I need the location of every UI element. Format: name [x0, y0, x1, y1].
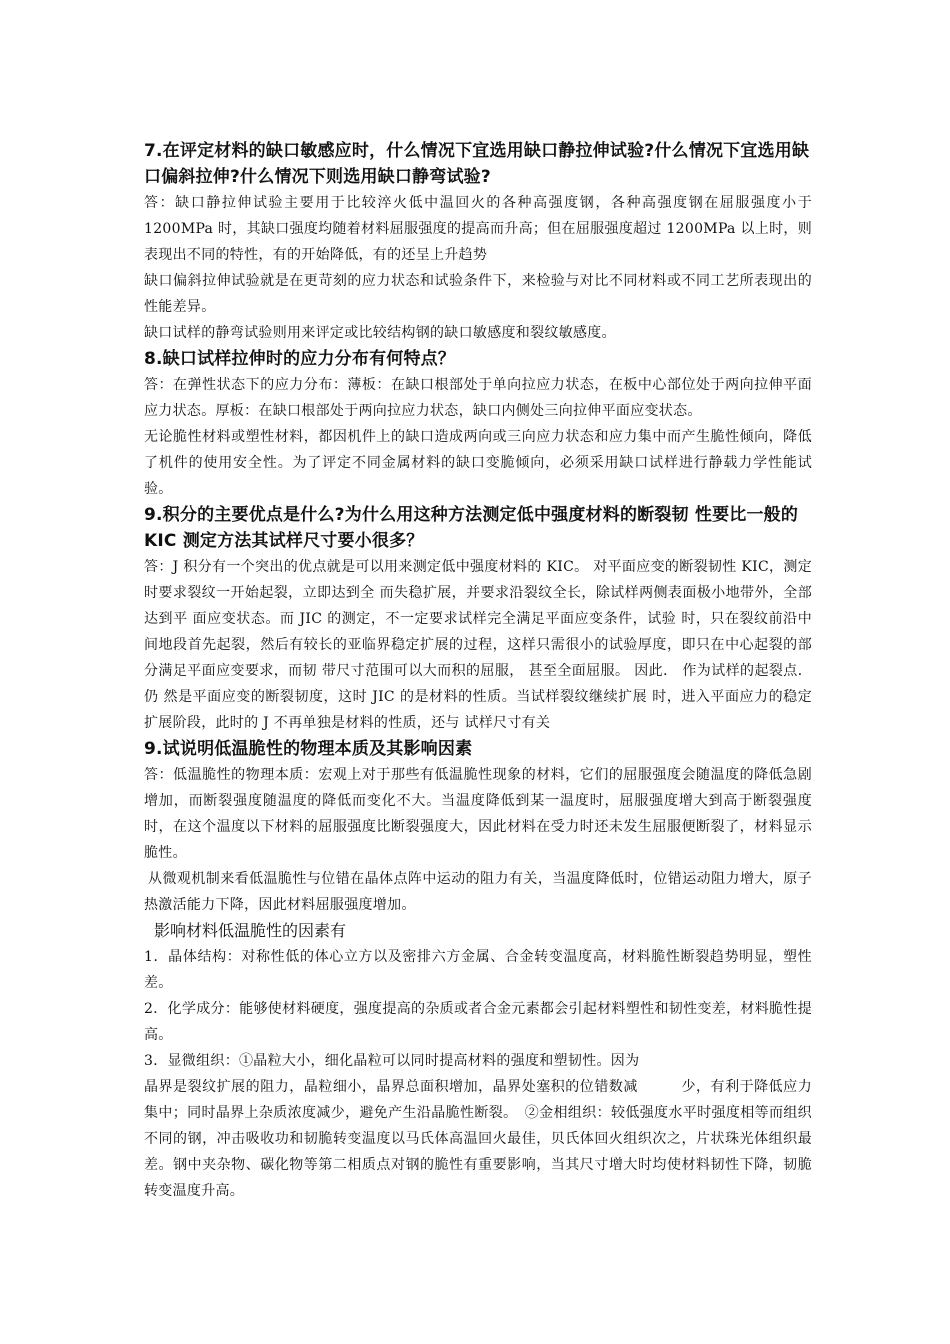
factors-heading: 影响材料低温脆性的因素有 [154, 921, 347, 940]
factor-3-continued: 晶界是裂纹扩展的阻力，晶粒细小，晶界总面积增加，晶界处塞积的位错数减 少，有利于降低应力集中；同时晶界上杂质浓度减少，避免产生沿晶脆性断裂。 ②金相组织：较低强度水平时强度相等而组织不同的钢，冲击吸收功和韧脆转变温度以马氏体高温回火最佳，贝氏体回火组织次之，片状珠光体组织最差。钢中夹杂物、碳化物等第二相质点对钢的脆性有重要影响，当其尺寸增大时均使材料韧性下降，韧脆转变温度升高。 [144, 1079, 812, 1199]
question-9a-answer-para-1: 答：J 积分有一个突出的优点就是可以用来测定低中强度材料的 KIC。 对平面应变的断裂韧性 KIC，测定时要求裂纹一开始起裂，立即达到全 而失稳扩展，并要求沿裂纹全长，除试样两侧表面极小地带外，全部达到平 面应变状态。而 JIC 的测定，不一定要求试样完全满足平面应变条件，试验 时，只在裂纹前沿中间地段首先起裂，然后有较长的亚临界稳定扩展的过程，这样只需很小的试验厚度，即只在中心起裂的部分满足平面应变要求，而韧 带尺寸范围可以大而积的屈服， 甚至全面屈服。 因此． 作为试样的起裂点． 仍 然是平面应变的断裂韧度，这时 JIC 的是材料的性质。当试样裂纹继续扩展 时，进入平面应力的稳定扩展阶段，此时的 J 不再单独是材料的性质，还与 试样尺寸有关 [144, 559, 812, 731]
question-7-answer-para-1: 答：缺口静拉伸试验主要用于比较淬火低中温回火的各种高强度钢，各种高强度钢在屈服强度小于 1200MPa 时，其缺口强度均随着材料屈服强度的提高而升高；但在屈服强度超过 1200MPa 以上时，则表现出不同的特性，有的开始降低，有的还呈上升趋势 [144, 195, 812, 263]
question-7-answer-para-2: 缺口偏斜拉伸试验就是在更苛刻的应力状态和试验条件下，来检验与对比不同材料或不同工艺所表现出的性能差异。 [144, 273, 812, 315]
question-8-answer-para-2: 无论脆性材料或塑性材料，都因机件上的缺口造成两向或三向应力状态和应力集中而产生脆性倾向，降低了机件的使用安全性。为了评定不同金属材料的缺口变脆倾向，必须采用缺口试样进行静载力学性能试验。 [144, 429, 812, 497]
question-9-j-integral [144, 502, 812, 736]
question-7-answer-para-3: 缺口试样的静弯试验则用来评定或比较结构钢的缺口敏感度和裂纹敏感度。 [144, 325, 616, 341]
question-9b-answer-para-1: 答：低温脆性的物理本质：宏观上对于那些有低温脆性现象的材料，它们的屈服强度会随温度的降低急剧增加，而断裂强度随温度的降低而变化不大。当温度降低到某一温度时，屈服强度增大到高于断裂强度时，在这个温度以下材料的屈服强度比断裂强度大，因此材料在受力时还未发生屈服便断裂了，材料显示脆性。 [144, 767, 812, 861]
question-9b-answer-para-2: 从微观机制来看低温脆性与位错在晶体点阵中运动的阻力有关，当温度降低时，位错运动阻力增大，原子热激活能力下降，因此材料屈服强度增加。 [144, 871, 812, 913]
question-7 [144, 138, 812, 346]
question-9-low-temp-brittleness [144, 736, 812, 1204]
factor-3: 3．显微组织：①晶粒大小，细化晶粒可以同时提高材料的强度和塑韧性。因为 [144, 1053, 640, 1069]
question-7-title: 7.在评定材料的缺口敏感应时，什么情况下宜选用缺口静拉伸试验?什么情况下宜选用缺口偏斜拉伸?什么情况下则选用缺口静弯试验? [144, 141, 810, 187]
factor-1: 1．晶体结构：对称性低的体心立方以及密排六方金属、合金转变温度高，材料脆性断裂趋势明显，塑性差。 [144, 949, 812, 991]
factor-2: 2．化学成分：能够使材料硬度，强度提高的杂质或者合金元素都会引起材料塑性和韧性变差，材料脆性提高。 [144, 1001, 812, 1043]
question-8 [144, 346, 812, 502]
question-9a-title: 9.积分的主要优点是什么?为什么用这种方法测定低中强度材料的断裂韧 性要比一般的 KIC 测定方法其试样尺寸要小很多？ [144, 505, 799, 551]
question-9b-title: 9.试说明低温脆性的物理本质及其影响因素 [144, 739, 473, 759]
question-8-title: 8.缺口试样拉伸时的应力分布有何特点？ [144, 349, 456, 369]
document-page [144, 138, 812, 1204]
question-8-answer-para-1: 答：在弹性状态下的应力分布：薄板：在缺口根部处于单向拉应力状态，在板中心部位处于两向拉伸平面应力状态。厚板：在缺口根部处于两向拉应力状态，缺口内侧处三向拉伸平面应变状态。 [144, 377, 812, 419]
